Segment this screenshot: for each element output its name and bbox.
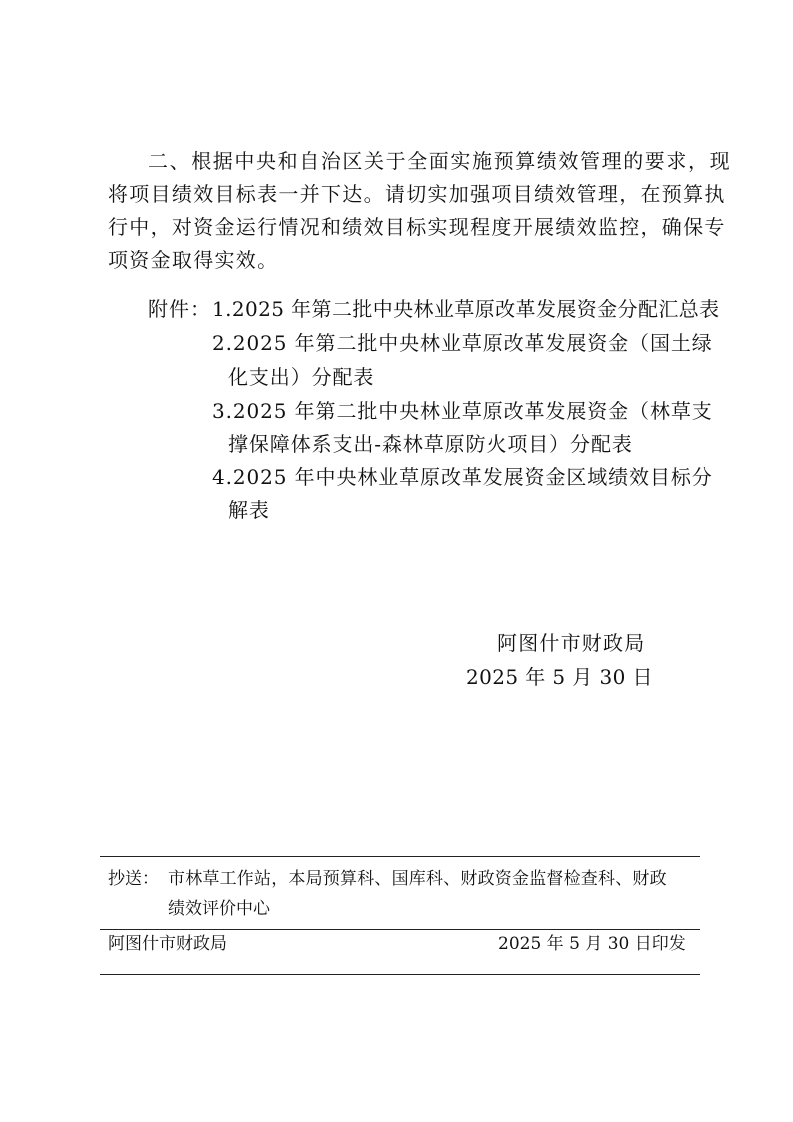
issuer: 阿图什市财政局 [108, 934, 227, 954]
footer-top-rule [100, 856, 700, 857]
attachment-item-3: 3.2025 年第二批中央林业草原改革发展资金（林草支 [212, 399, 713, 423]
attachment-item-2-cont: 化支出）分配表 [228, 365, 375, 389]
attachment-item-4-cont: 解表 [228, 498, 270, 522]
paragraph-line-1: 二、根据中央和自治区关于全面实施预算绩效管理的要求，现 [148, 149, 732, 173]
attachments-label: 附件： [148, 297, 211, 321]
attachment-item-4: 4.2025 年中央林业草原改革发展资金区域绩效目标分 [212, 465, 713, 489]
attachment-item-3-cont: 撑保障体系支出-森林草原防火项目）分配表 [228, 432, 633, 456]
attachment-item-1: 1.2025 年第二批中央林业草原改革发展资金分配汇总表 [212, 297, 720, 321]
signature-org: 阿图什市财政局 [497, 631, 646, 655]
paragraph-line-4: 项资金取得实效。 [108, 248, 279, 272]
paragraph-line-3: 行中，对资金运行情况和绩效目标实现程度开展绩效监控，确保专 [108, 215, 726, 239]
cc-line-2: 绩效评价中心 [168, 899, 270, 919]
attachment-item-2: 2.2025 年第二批中央林业草原改革发展资金（国土绿 [212, 331, 713, 355]
paragraph-line-2: 将项目绩效目标表一并下达。请切实加强项目绩效管理，在预算执 [108, 182, 726, 206]
footer-middle-rule [100, 929, 700, 930]
signature-date: 2025 年 5 月 30 日 [466, 665, 653, 689]
footer-bottom-rule [100, 974, 700, 975]
cc-label: 抄送： [108, 869, 159, 889]
issue-date: 2025 年 5 月 30 日印发 [498, 934, 686, 954]
cc-line-1: 市林草工作站，本局预算科、国库科、财政资金监督检查科、财政 [168, 869, 667, 889]
